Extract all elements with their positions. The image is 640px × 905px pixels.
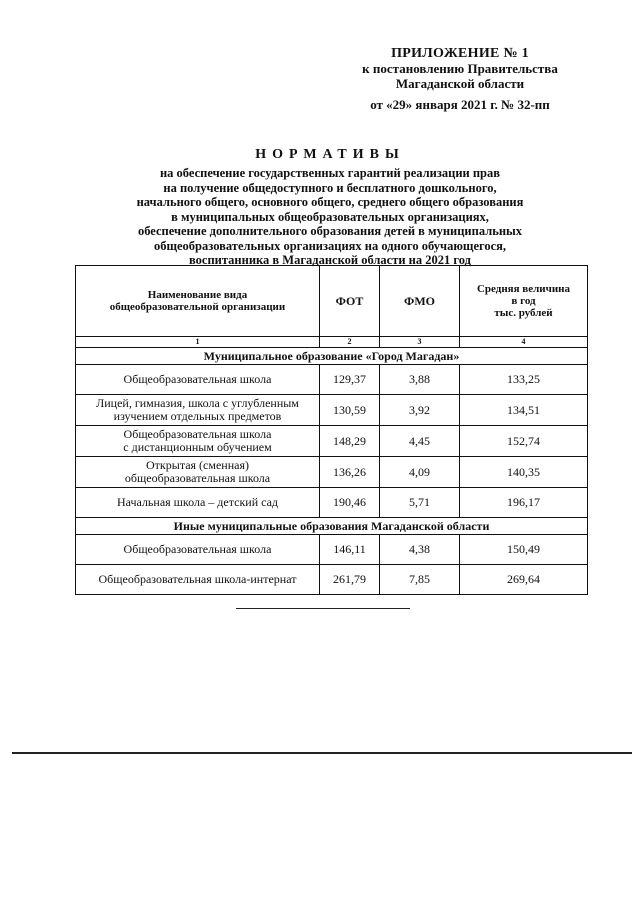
appendix-date: от «29» января 2021 г. № 32-пп <box>370 97 550 112</box>
cell-org-type <box>76 395 320 426</box>
appendix-line-2: Магаданской области <box>395 76 525 91</box>
org-type-line: общеобразовательная школа <box>124 471 271 485</box>
subtitle-line: обеспечение дополнительного образования детей в муниципальных <box>137 224 523 238</box>
cell-org-type <box>76 457 320 488</box>
section-title: Муниципальное образование «Город Магадан» <box>76 348 588 365</box>
table-row <box>76 535 588 565</box>
cell-average: 134,51 <box>460 395 588 426</box>
cell-fot: 190,46 <box>320 488 380 518</box>
cell-fmo: 4,09 <box>380 457 460 488</box>
cell-average: 133,25 <box>460 365 588 395</box>
org-type-line: Начальная школа – детский сад <box>116 495 279 509</box>
signature-separator-line <box>236 608 410 609</box>
table-row <box>76 365 588 395</box>
header-name-line: общеобразовательной организации <box>109 301 286 313</box>
cell-fot: 130,59 <box>320 395 380 426</box>
document-heading: НОРМАТИВЫ <box>255 147 405 162</box>
org-type-line: Лицей, гимназия, школа с углубленным <box>96 396 299 410</box>
header-name <box>76 266 320 337</box>
cell-average: 152,74 <box>460 426 588 457</box>
appendix-block <box>330 46 590 112</box>
appendix-title: ПРИЛОЖЕНИЕ № 1 <box>391 46 529 61</box>
cell-fot: 261,79 <box>320 565 380 595</box>
table-row <box>76 488 588 518</box>
org-type-line: Общеобразовательная школа <box>123 427 272 441</box>
cell-org-type <box>76 365 320 395</box>
cell-org-type <box>76 488 320 518</box>
table-row <box>76 395 588 426</box>
subtitle-line: на обеспечение государственных гарантий реализации прав <box>159 166 501 180</box>
table-row <box>76 565 588 595</box>
table-header-row <box>76 266 588 337</box>
header-average-line: Средняя величина <box>476 283 571 295</box>
header-average <box>460 266 588 337</box>
cell-fot: 136,26 <box>320 457 380 488</box>
column-number: 3 <box>380 337 460 348</box>
cell-fmo: 7,85 <box>380 565 460 595</box>
subtitle-line: воспитанника в Магаданской области на 2021 год <box>189 253 471 267</box>
cell-fmo: 3,92 <box>380 395 460 426</box>
cell-average: 140,35 <box>460 457 588 488</box>
subtitle-line: в муниципальных общеобразовательных организациях, <box>171 209 489 224</box>
cell-fmo: 3,88 <box>380 365 460 395</box>
column-number: 2 <box>320 337 380 348</box>
table-row <box>76 426 588 457</box>
org-type-line: Общеобразовательная школа <box>123 372 272 386</box>
subtitle-line: на получение общедоступного и бесплатного дошкольного, <box>163 180 497 195</box>
cell-fot: 129,37 <box>320 365 380 395</box>
section-header-row <box>76 348 588 365</box>
norms-table <box>75 265 588 595</box>
document-subtitle <box>60 166 600 268</box>
column-number-row <box>76 337 588 348</box>
header-fmo: ФМО <box>380 266 460 337</box>
cell-org-type <box>76 426 320 457</box>
cell-org-type <box>76 535 320 565</box>
header-average-line: в год <box>511 295 536 307</box>
subtitle-line: общеобразовательных организациях на одного обучающегося, <box>153 238 507 253</box>
cell-fot: 146,11 <box>320 535 380 565</box>
cell-fot: 148,29 <box>320 426 380 457</box>
table-row <box>76 457 588 488</box>
header-fot: ФОТ <box>320 266 380 337</box>
column-number: 1 <box>76 337 320 348</box>
appendix-line-1: к постановлению Правительства <box>362 61 558 76</box>
org-type-line: Открытая (сменная) <box>146 458 249 472</box>
header-average-line: тыс. рублей <box>494 307 553 319</box>
org-type-line: с дистанционным обучением <box>123 440 272 454</box>
cell-average: 196,17 <box>460 488 588 518</box>
cell-fmo: 4,45 <box>380 426 460 457</box>
cell-fmo: 4,38 <box>380 535 460 565</box>
org-type-line: Общеобразовательная школа-интернат <box>98 572 297 586</box>
section-title: Иные муниципальные образования Магаданской области <box>76 518 588 535</box>
org-type-line: Общеобразовательная школа <box>123 542 272 556</box>
header-name-line: Наименование вида <box>147 289 248 301</box>
cell-fmo: 5,71 <box>380 488 460 518</box>
cell-average: 150,49 <box>460 535 588 565</box>
subtitle-line: начального общего, основного общего, среднего общего образования <box>136 195 524 209</box>
column-number: 4 <box>460 337 588 348</box>
section-header-row <box>76 518 588 535</box>
org-type-line: изучением отдельных предметов <box>113 409 282 423</box>
page-bottom-rule <box>12 752 632 754</box>
cell-average: 269,64 <box>460 565 588 595</box>
cell-org-type <box>76 565 320 595</box>
